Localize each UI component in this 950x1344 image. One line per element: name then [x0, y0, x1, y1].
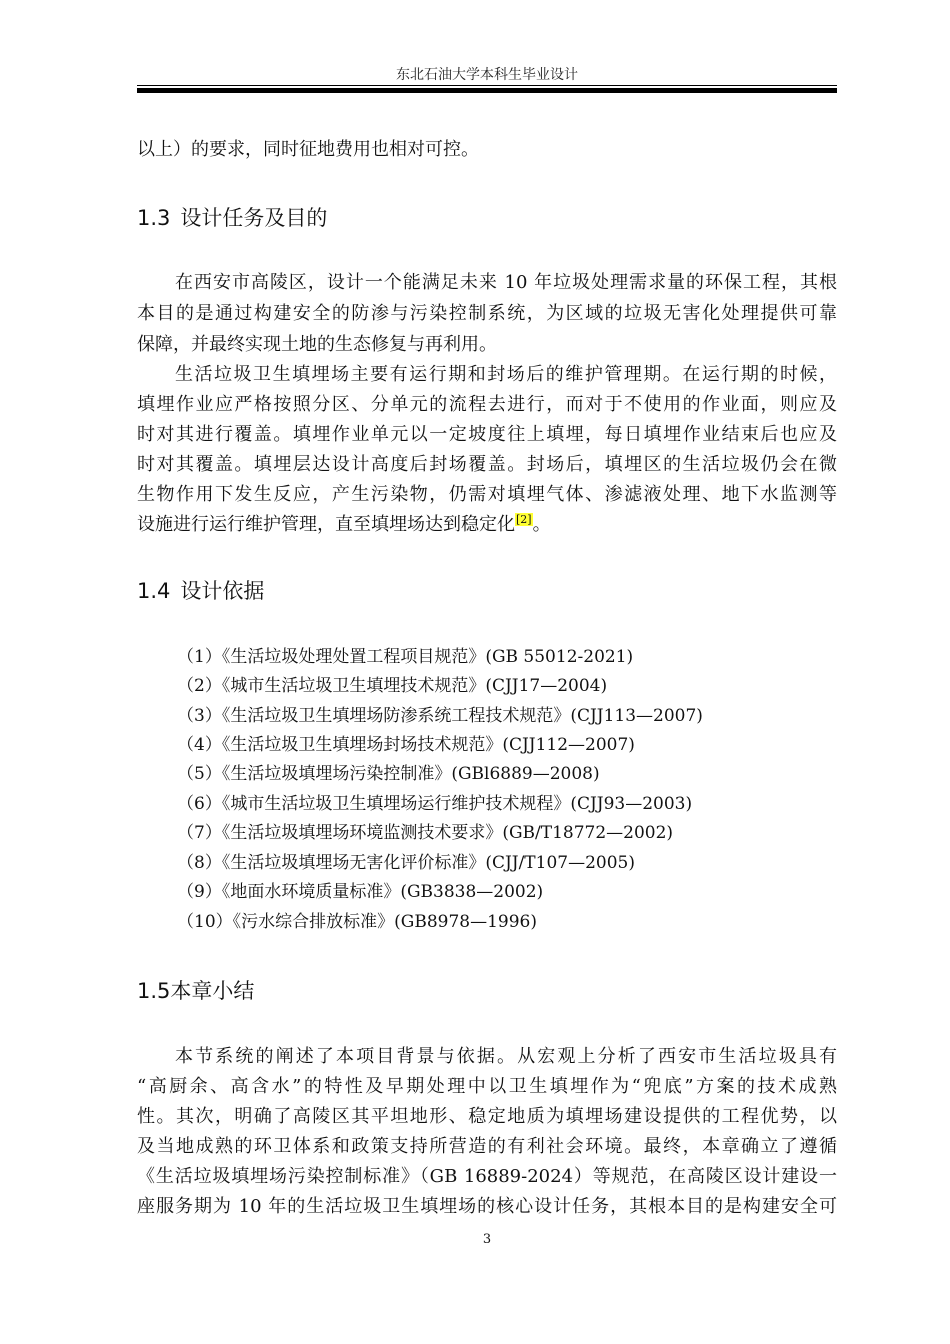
header-rule-thick	[137, 88, 837, 93]
reference-item: （7）《生活垃圾填埋场环境监测技术要求》(GB/T18772—2002)	[177, 823, 674, 843]
paragraph-line: 《生活垃圾填埋场污染控制标准》（GB 16889-2024）等规范，在高陵区设计建设一	[137, 1166, 837, 1187]
continued-paragraph-line: 以上）的要求，同时征地费用也相对可控。	[137, 139, 479, 160]
section-heading-1-5	[137, 976, 254, 1006]
paragraph-line: 本目的是通过构建安全的防渗与污染控制系统，为区域的垃圾无害化处理提供可靠	[137, 303, 837, 324]
section-heading-1-3	[137, 203, 327, 233]
paragraph-line: “高厨余、高含水”的特性及早期处理中以卫生填埋作为“兜底”方案的技术成熟	[137, 1076, 837, 1097]
reference-item: （5）《生活垃圾填埋场污染控制准》(GBl6889—2008)	[177, 764, 600, 784]
paragraph-line: 及当地成熟的环卫体系和政策支持所营造的有利社会环境。最终，本章确立了遵循	[137, 1136, 837, 1157]
reference-item: （8）《生活垃圾填埋场无害化评价标准》(CJJ/T107—2005)	[177, 853, 635, 873]
section-title: 设计依据	[180, 579, 265, 603]
section-number: 1.3	[137, 206, 171, 230]
header-title: 东北石油大学本科生毕业设计	[396, 67, 578, 83]
paragraph-end-punct: 。	[532, 514, 551, 535]
paragraph-line: 本节系统的阐述了本项目背景与依据。从宏观上分析了西安市生活垃圾具有	[175, 1046, 837, 1067]
paragraph-line: 时对其进行覆盖。填埋作业单元以一定坡度往上填埋，每日填埋作业结束后也应及	[137, 424, 837, 445]
reference-item: （10）《污水综合排放标准》(GB8978—1996)	[177, 912, 537, 932]
paragraph-line: 座服务期为 10 年的生活垃圾卫生填埋场的核心设计任务，其根本目的是构建安全可	[137, 1196, 837, 1217]
reference-item: （1）《生活垃圾处理处置工程项目规范》(GB 55012-2021)	[177, 647, 634, 667]
section-title: 设计任务及目的	[180, 206, 328, 230]
citation-marker[interactable]: [2]	[516, 513, 532, 526]
section-number: 1.5	[137, 979, 171, 1003]
paragraph-line: 生活垃圾卫生填埋场主要有运行期和封场后的维护管理期。在运行期的时候，	[175, 364, 837, 385]
reference-item: （4）《生活垃圾卫生填埋场封场技术规范》(CJJ112—2007)	[177, 735, 635, 755]
paragraph-text: 设施进行运行维护管理，直至填埋场达到稳定化	[137, 514, 515, 535]
section-title: 本章小结	[170, 979, 255, 1003]
paragraph-line: 填埋作业应严格按照分区、分单元的流程去进行，而对于不使用的作业面，则应及	[137, 394, 837, 415]
header-rule-thin	[137, 85, 837, 86]
reference-item: （9）《地面水环境质量标准》(GB3838—2002)	[177, 882, 544, 902]
section-heading-1-4	[137, 576, 264, 606]
paragraph-line: 时对其覆盖。填埋层达设计高度后封场覆盖。封场后，填埋区的生活垃圾仍会在微	[137, 454, 837, 475]
paragraph-line: 保障，并最终实现土地的生态修复与再利用。	[137, 334, 497, 355]
page-number: 3	[482, 1232, 492, 1247]
paragraph-line: 在西安市高陵区，设计一个能满足未来 10 年垃圾处理需求量的环保工程，其根	[175, 272, 837, 293]
reference-item: （2）《城市生活垃圾卫生填埋技术规范》(CJJ17—2004)	[177, 676, 608, 696]
paragraph-line: 性。其次，明确了高陵区其平坦地形、稳定地质为填埋场建设提供的工程优势，以	[137, 1106, 837, 1127]
paragraph-line: 生物作用下发生反应，产生污染物，仍需对填埋气体、渗滤液处理、地下水监测等	[137, 484, 837, 505]
reference-item: （6）《城市生活垃圾卫生填埋场运行维护技术规程》(CJJ93—2003)	[177, 794, 693, 814]
reference-item: （3）《生活垃圾卫生填埋场防渗系统工程技术规范》(CJJ113—2007)	[177, 706, 703, 726]
paragraph-line	[137, 510, 551, 540]
section-number: 1.4	[137, 579, 171, 603]
